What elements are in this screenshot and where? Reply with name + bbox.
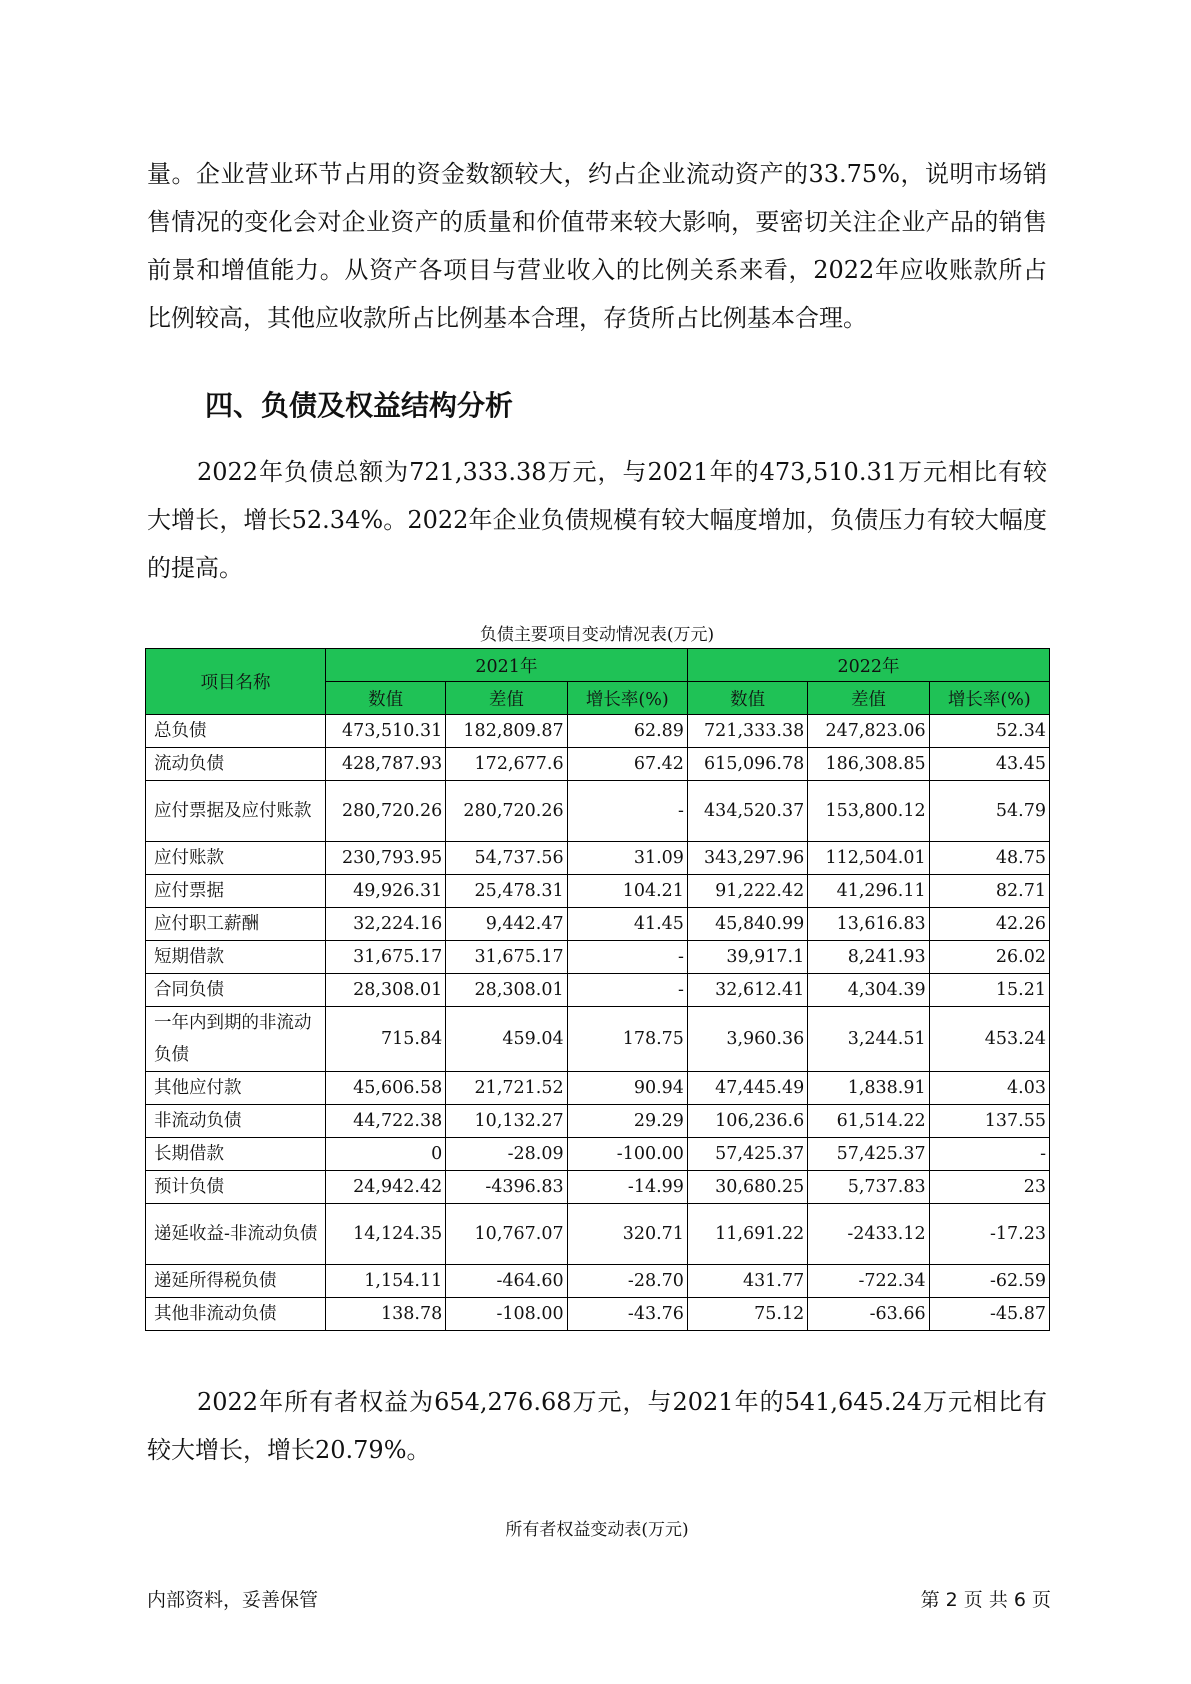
table-caption-equity: 所有者权益变动表(万元) bbox=[505, 1520, 689, 1540]
table-row bbox=[146, 1072, 1050, 1105]
table-cell: 28,308.01 bbox=[446, 974, 567, 1007]
table-cell: 137.55 bbox=[929, 1105, 1049, 1138]
table-cell: 247,823.06 bbox=[808, 715, 929, 748]
table-cell: 14,124.35 bbox=[325, 1204, 445, 1265]
table-cell: -14.99 bbox=[567, 1171, 687, 1204]
table-cell: -45.87 bbox=[929, 1298, 1049, 1331]
table-cell: 434,520.37 bbox=[687, 781, 807, 842]
table-row bbox=[146, 1171, 1050, 1204]
table-cell: 473,510.31 bbox=[325, 715, 445, 748]
table-cell: -28.70 bbox=[567, 1265, 687, 1298]
table-cell: 13,616.83 bbox=[808, 908, 929, 941]
table-cell: 178.75 bbox=[567, 1007, 687, 1072]
row-label: 其他非流动负债 bbox=[146, 1298, 326, 1331]
table-cell: 30,680.25 bbox=[687, 1171, 807, 1204]
table-row bbox=[146, 781, 1050, 842]
table-row bbox=[146, 1204, 1050, 1265]
table-row bbox=[146, 1105, 1050, 1138]
table-cell: - bbox=[567, 974, 687, 1007]
row-label: 递延所得税负债 bbox=[146, 1265, 326, 1298]
table-cell: 715.84 bbox=[325, 1007, 445, 1072]
table-cell: 615,096.78 bbox=[687, 748, 807, 781]
table-cell: -2433.12 bbox=[808, 1204, 929, 1265]
paragraph-equity-summary: 2022年所有者权益为654,276.68万元，与2021年的541,645.24万元相比有较大增长，增长20.79%。 bbox=[147, 1388, 1047, 1464]
table-cell: 428,787.93 bbox=[325, 748, 445, 781]
table-cell: 25,478.31 bbox=[446, 875, 567, 908]
liabilities-table-body bbox=[146, 715, 1050, 1331]
row-label: 递延收益-非流动负债 bbox=[146, 1204, 326, 1265]
table-cell: 31,675.17 bbox=[325, 941, 445, 974]
table-row bbox=[146, 842, 1050, 875]
table-cell: 47,445.49 bbox=[687, 1072, 807, 1105]
table-cell: 54.79 bbox=[929, 781, 1049, 842]
table-cell: 41,296.11 bbox=[808, 875, 929, 908]
table-cell: 8,241.93 bbox=[808, 941, 929, 974]
table-cell: 39,917.1 bbox=[687, 941, 807, 974]
table-cell: 42.26 bbox=[929, 908, 1049, 941]
table-cell: 31,675.17 bbox=[446, 941, 567, 974]
header-year-2021: 2021年 bbox=[325, 649, 687, 682]
table-cell: -63.66 bbox=[808, 1298, 929, 1331]
table-cell: 49,926.31 bbox=[325, 875, 445, 908]
row-label: 应付票据 bbox=[146, 875, 326, 908]
table-cell: - bbox=[567, 941, 687, 974]
table-cell: 431.77 bbox=[687, 1265, 807, 1298]
table-cell: 31.09 bbox=[567, 842, 687, 875]
table-cell: 45,840.99 bbox=[687, 908, 807, 941]
section-heading: 四、负债及权益结构分析 bbox=[205, 389, 514, 422]
table-row bbox=[146, 941, 1050, 974]
table-cell: -100.00 bbox=[567, 1138, 687, 1171]
table-cell: -28.09 bbox=[446, 1138, 567, 1171]
table-cell: 23 bbox=[929, 1171, 1049, 1204]
table-cell: 10,132.27 bbox=[446, 1105, 567, 1138]
table-row bbox=[146, 1298, 1050, 1331]
table-cell: 32,612.41 bbox=[687, 974, 807, 1007]
table-cell: 61,514.22 bbox=[808, 1105, 929, 1138]
table-cell: -43.76 bbox=[567, 1298, 687, 1331]
table-cell: 453.24 bbox=[929, 1007, 1049, 1072]
row-label: 应付票据及应付账款 bbox=[146, 781, 326, 842]
table-cell: 5,737.83 bbox=[808, 1171, 929, 1204]
table-cell: 28,308.01 bbox=[325, 974, 445, 1007]
row-label: 短期借款 bbox=[146, 941, 326, 974]
table-cell: 44,722.38 bbox=[325, 1105, 445, 1138]
table-cell: 57,425.37 bbox=[687, 1138, 807, 1171]
header-value-2021: 数值 bbox=[325, 682, 445, 715]
table-cell: 54,737.56 bbox=[446, 842, 567, 875]
table-cell: 106,236.6 bbox=[687, 1105, 807, 1138]
table-cell: 343,297.96 bbox=[687, 842, 807, 875]
table-cell: 9,442.47 bbox=[446, 908, 567, 941]
table-cell: 1,154.11 bbox=[325, 1265, 445, 1298]
paragraph-asset-analysis: 量。企业营业环节占用的资金数额较大，约占企业流动资产的33.75%，说明市场销售情况的变化会对企业资产的质量和价值带来较大影响，要密切关注企业产品的销售前景和增值能力。从资产各项目与营业收入的比例关系来看，2022年应收账款所占比例较高，其他应收款所占比例基本合理，存货所占比例基本合理。 bbox=[147, 160, 1047, 332]
table-cell: 172,677.6 bbox=[446, 748, 567, 781]
table-cell: 459.04 bbox=[446, 1007, 567, 1072]
table-cell: 67.42 bbox=[567, 748, 687, 781]
table-row bbox=[146, 974, 1050, 1007]
table-cell: 182,809.87 bbox=[446, 715, 567, 748]
footer-page-number: 第 2 页 共 6 页 bbox=[920, 1589, 1051, 1611]
table-cell: -4396.83 bbox=[446, 1171, 567, 1204]
liabilities-table bbox=[145, 648, 1050, 1331]
row-label: 总负债 bbox=[146, 715, 326, 748]
header-diff-2021: 差值 bbox=[446, 682, 567, 715]
row-label: 应付职工薪酬 bbox=[146, 908, 326, 941]
table-cell: 280,720.26 bbox=[325, 781, 445, 842]
table-cell: 62.89 bbox=[567, 715, 687, 748]
table-cell: 10,767.07 bbox=[446, 1204, 567, 1265]
table-cell: 91,222.42 bbox=[687, 875, 807, 908]
table-cell: 29.29 bbox=[567, 1105, 687, 1138]
table-cell: 112,504.01 bbox=[808, 842, 929, 875]
table-cell: 320.71 bbox=[567, 1204, 687, 1265]
header-diff-2022: 差值 bbox=[808, 682, 929, 715]
table-cell: 24,942.42 bbox=[325, 1171, 445, 1204]
table-cell: -108.00 bbox=[446, 1298, 567, 1331]
table-cell: 82.71 bbox=[929, 875, 1049, 908]
table-cell: 90.94 bbox=[567, 1072, 687, 1105]
table-cell: -464.60 bbox=[446, 1265, 567, 1298]
row-label: 应付账款 bbox=[146, 842, 326, 875]
table-cell: - bbox=[929, 1138, 1049, 1171]
table-cell: 15.21 bbox=[929, 974, 1049, 1007]
table-cell: 280,720.26 bbox=[446, 781, 567, 842]
table-cell: 153,800.12 bbox=[808, 781, 929, 842]
table-cell: 43.45 bbox=[929, 748, 1049, 781]
table-cell: 138.78 bbox=[325, 1298, 445, 1331]
table-cell: 3,960.36 bbox=[687, 1007, 807, 1072]
table-cell: - bbox=[567, 781, 687, 842]
row-label: 一年内到期的非流动负债 bbox=[146, 1007, 326, 1072]
table-row bbox=[146, 1007, 1050, 1072]
table-cell: -62.59 bbox=[929, 1265, 1049, 1298]
table-cell: 52.34 bbox=[929, 715, 1049, 748]
table-cell: 1,838.91 bbox=[808, 1072, 929, 1105]
table-cell: -722.34 bbox=[808, 1265, 929, 1298]
table-cell: 11,691.22 bbox=[687, 1204, 807, 1265]
header-growth-2021: 增长率(%) bbox=[567, 682, 687, 715]
row-label: 预计负债 bbox=[146, 1171, 326, 1204]
table-cell: 4,304.39 bbox=[808, 974, 929, 1007]
table-cell: -17.23 bbox=[929, 1204, 1049, 1265]
table-cell: 26.02 bbox=[929, 941, 1049, 974]
header-year-2022: 2022年 bbox=[687, 649, 1049, 682]
header-growth-2022: 增长率(%) bbox=[929, 682, 1049, 715]
header-value-2022: 数值 bbox=[687, 682, 807, 715]
table-cell: 230,793.95 bbox=[325, 842, 445, 875]
paragraph-liability-summary: 2022年负债总额为721,333.38万元，与2021年的473,510.31万元相比有较大增长，增长52.34%。2022年企业负债规模有较大幅度增加，负债压力有较大幅度的提高。 bbox=[147, 458, 1047, 582]
row-label: 合同负债 bbox=[146, 974, 326, 1007]
header-item-name: 项目名称 bbox=[146, 649, 326, 715]
table-row bbox=[146, 748, 1050, 781]
table-cell: 32,224.16 bbox=[325, 908, 445, 941]
table-cell: 0 bbox=[325, 1138, 445, 1171]
table-cell: 3,244.51 bbox=[808, 1007, 929, 1072]
footer-confidential-note: 内部资料，妥善保管 bbox=[147, 1589, 319, 1611]
table-cell: 21,721.52 bbox=[446, 1072, 567, 1105]
table-cell: 4.03 bbox=[929, 1072, 1049, 1105]
table-row bbox=[146, 875, 1050, 908]
row-label: 非流动负债 bbox=[146, 1105, 326, 1138]
table-cell: 45,606.58 bbox=[325, 1072, 445, 1105]
table-cell: 57,425.37 bbox=[808, 1138, 929, 1171]
table-cell: 48.75 bbox=[929, 842, 1049, 875]
row-label: 长期借款 bbox=[146, 1138, 326, 1171]
table-row bbox=[146, 1138, 1050, 1171]
table-cell: 75.12 bbox=[687, 1298, 807, 1331]
row-label: 其他应付款 bbox=[146, 1072, 326, 1105]
table-cell: 41.45 bbox=[567, 908, 687, 941]
table-row bbox=[146, 715, 1050, 748]
table-cell: 721,333.38 bbox=[687, 715, 807, 748]
table-caption-liabilities: 负债主要项目变动情况表(万元) bbox=[479, 625, 715, 645]
table-row bbox=[146, 908, 1050, 941]
table-cell: 186,308.85 bbox=[808, 748, 929, 781]
table-row bbox=[146, 1265, 1050, 1298]
table-cell: 104.21 bbox=[567, 875, 687, 908]
row-label: 流动负债 bbox=[146, 748, 326, 781]
